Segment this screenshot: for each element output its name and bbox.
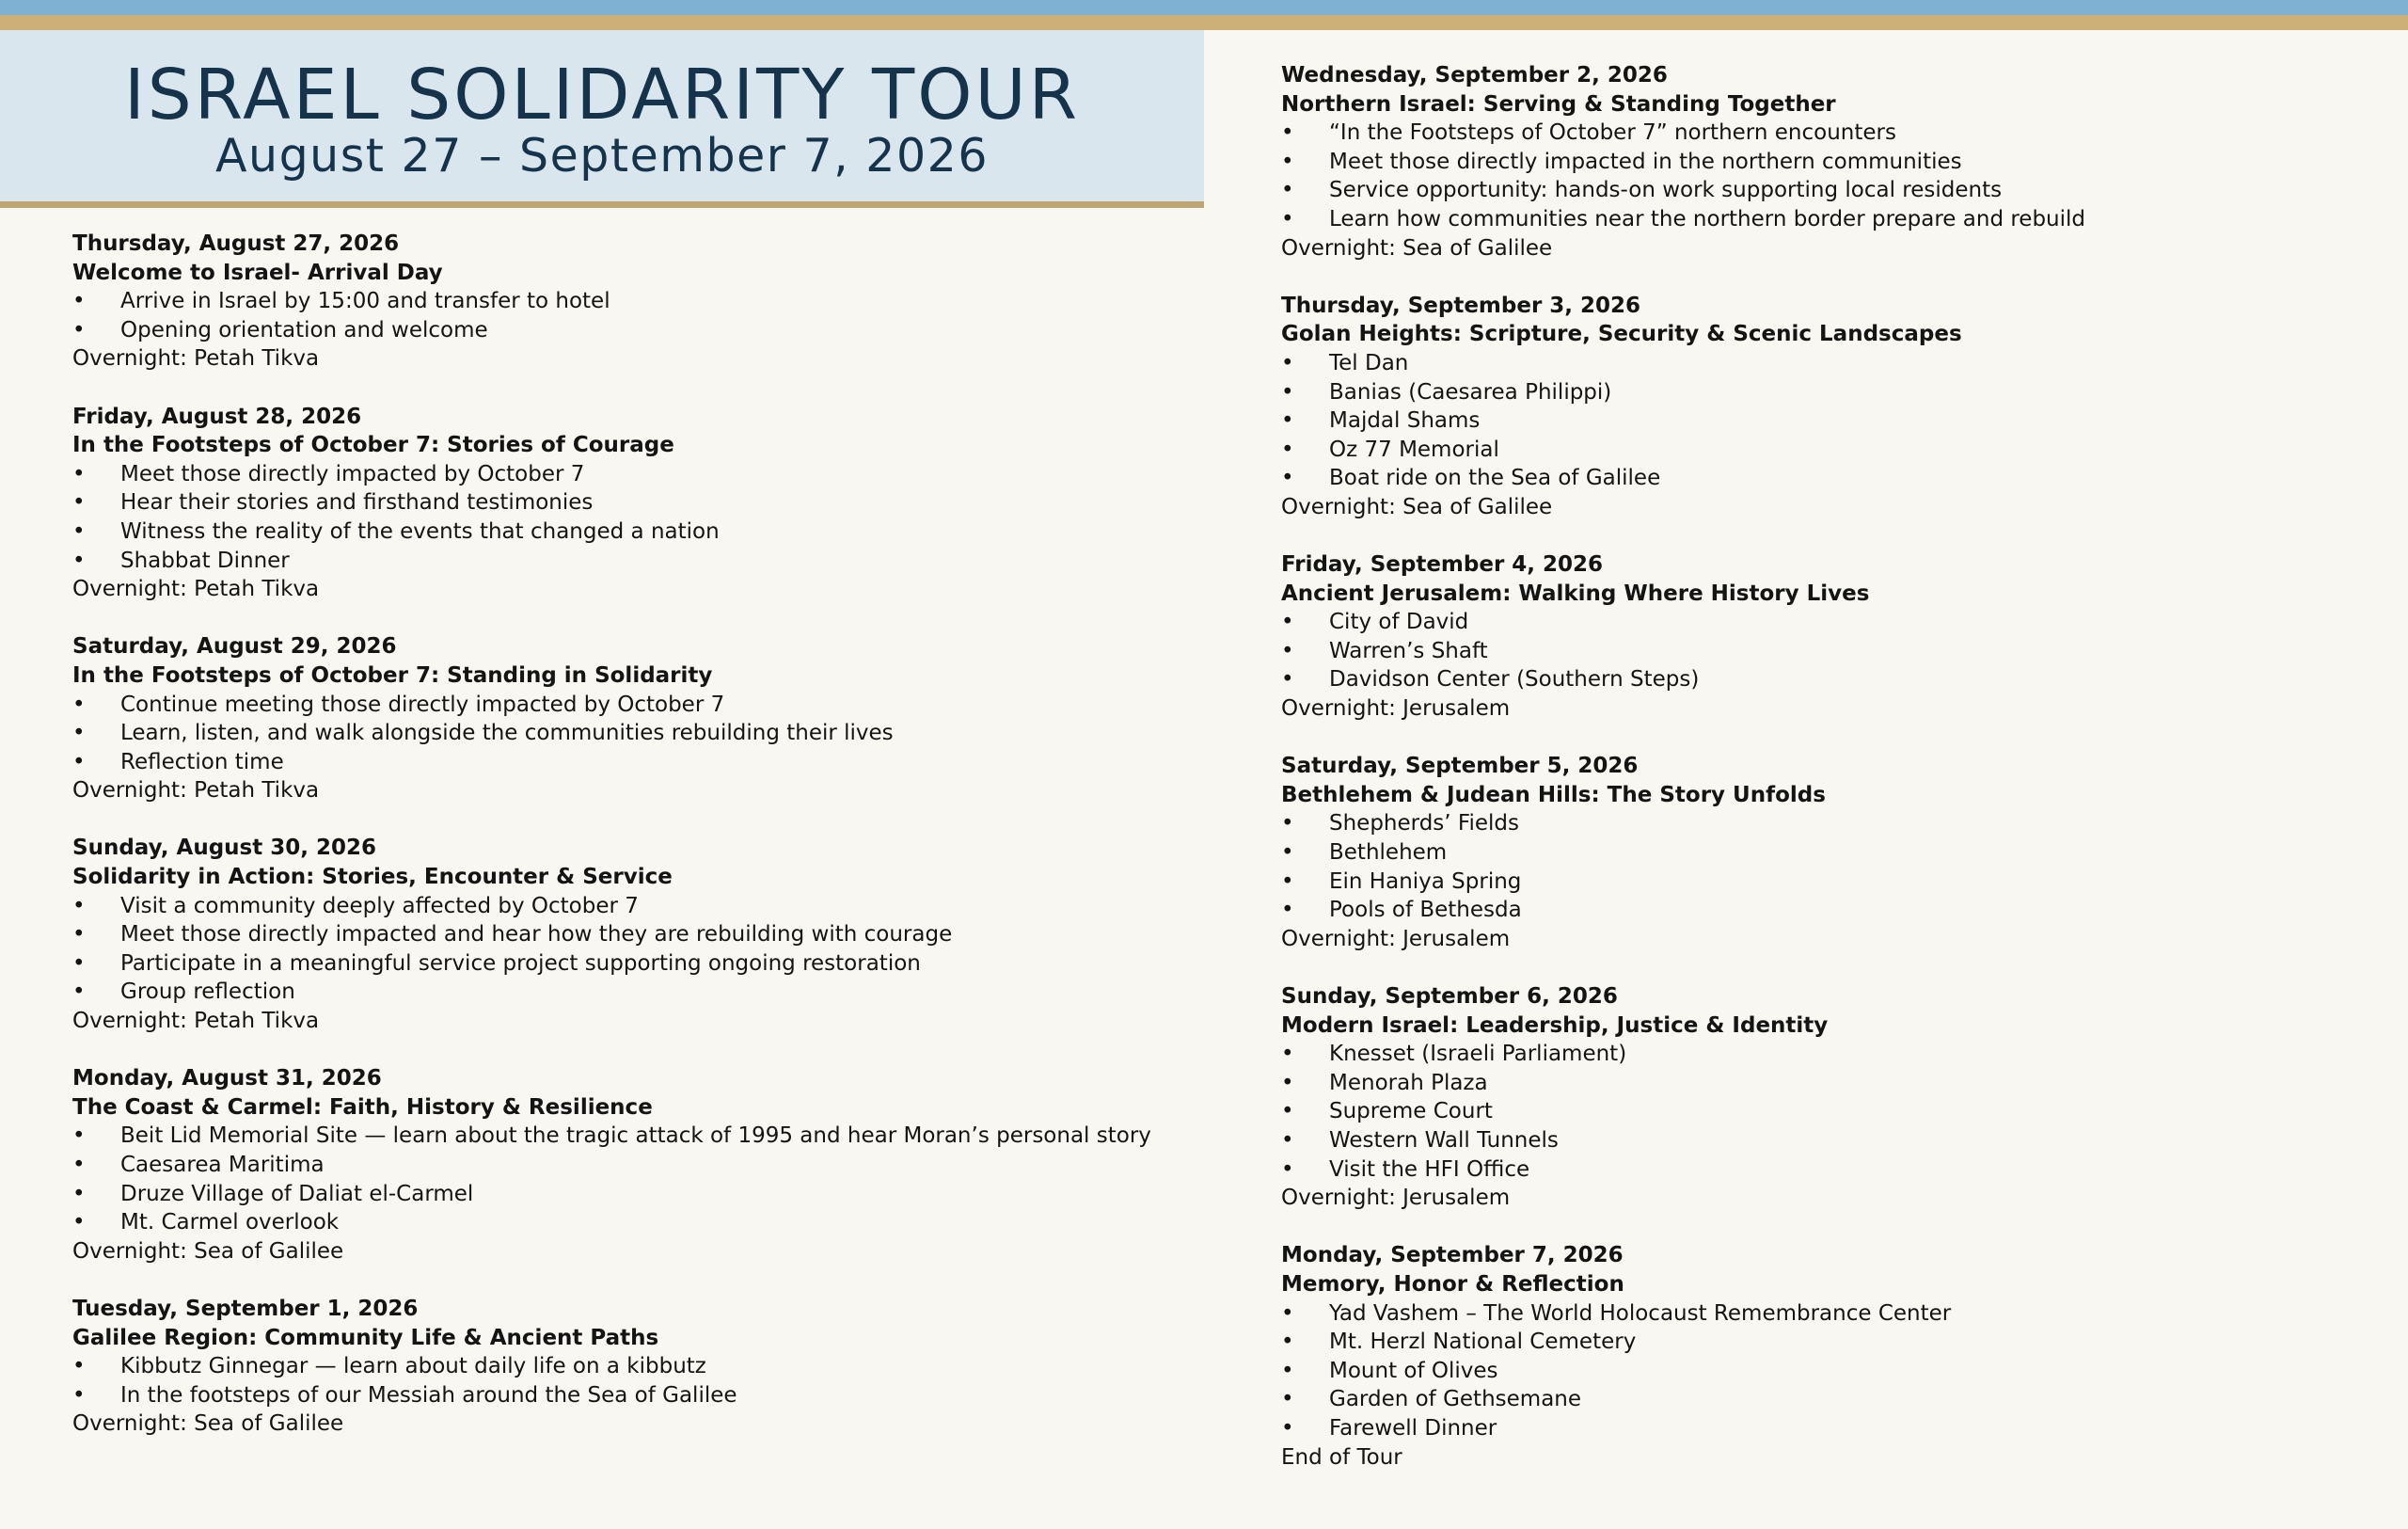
activity-item: • Majdal Shams: [1281, 406, 2408, 436]
activity-item: • Meet those directly impacted and hear how they are rebuilding with courage: [72, 920, 1248, 949]
itinerary-column-left: [72, 230, 1248, 1439]
day-title: Modern Israel: Leadership, Justice & Identity: [1281, 1012, 1829, 1038]
activity-item: • Arrive in Israel by 15:00 and transfer to hotel: [72, 287, 1248, 316]
day-block-aug-27: [72, 230, 1248, 374]
activity-item: • Ein Haniya Spring: [1281, 868, 2408, 897]
activity-list: [72, 1122, 1248, 1236]
activity-item: • Supreme Court: [1281, 1097, 2408, 1126]
day-block-sep-3: [1281, 292, 2408, 522]
activity-item: • “In the Footsteps of October 7” northern encounters: [1281, 119, 2408, 148]
overnight-location: Overnight: Petah Tikva: [72, 1009, 320, 1034]
activity-item: • Boat ride on the Sea of Galilee: [1281, 464, 2408, 493]
end-of-tour: End of Tour: [1281, 1444, 1402, 1470]
activity-item: • Hear their stories and firsthand testimonies: [72, 488, 1248, 518]
activity-item: • Meet those directly impacted by October 7: [72, 460, 1248, 489]
activity-item: • Mt. Herzl National Cemetery: [1281, 1328, 2408, 1357]
day-date: Friday, August 28, 2026: [72, 404, 362, 429]
day-date: Sunday, September 6, 2026: [1281, 984, 1618, 1009]
activity-item: • Mt. Carmel overlook: [72, 1208, 1248, 1237]
day-title: Galilee Region: Community Life & Ancient Paths: [72, 1325, 659, 1350]
activity-list: [1281, 1299, 2408, 1443]
activity-list: [72, 892, 1248, 1007]
activity-item: • Tel Dan: [1281, 349, 2408, 378]
activity-item: • Knesset (Israeli Parliament): [1281, 1040, 2408, 1069]
activity-item: • Visit a community deeply affected by October 7: [72, 892, 1248, 921]
activity-item: • City of David: [1281, 608, 2408, 637]
day-date: Thursday, September 3, 2026: [1281, 293, 1641, 318]
activity-item: • Mount of Olives: [1281, 1357, 2408, 1386]
day-title: Solidarity in Action: Stories, Encounter & Service: [72, 865, 673, 890]
day-block-sep-6: [1281, 982, 2408, 1213]
day-date: Sunday, August 30, 2026: [72, 836, 377, 861]
page-title: ISRAEL SOLIDARITY TOUR: [123, 55, 1081, 135]
activity-item: • Meet those directly impacted in the northern communities: [1281, 148, 2408, 177]
activity-item: • Farewell Dinner: [1281, 1414, 2408, 1443]
title-banner: [0, 30, 1204, 208]
activity-item: • Learn how communities near the northern border prepare and rebuild: [1281, 205, 2408, 234]
overnight-location: Overnight: Jerusalem: [1281, 926, 1511, 951]
overnight-location: Overnight: Sea of Galilee: [72, 1411, 344, 1437]
day-block-sep-7: [1281, 1241, 2408, 1472]
activity-item: • Druze Village of Daliat el-Carmel: [72, 1180, 1248, 1209]
activity-item: • Service opportunity: hands-on work supporting local residents: [1281, 176, 2408, 205]
day-title: Northern Israel: Serving & Standing Together: [1281, 91, 1836, 117]
activity-item: • Oz 77 Memorial: [1281, 436, 2408, 465]
day-block-sep-4: [1281, 550, 2408, 724]
activity-list: [1281, 608, 2408, 694]
activity-item: • Warren’s Shaft: [1281, 637, 2408, 666]
activity-item: • Shepherds’ Fields: [1281, 809, 2408, 838]
day-title: Ancient Jerusalem: Walking Where History Lives: [1281, 581, 1870, 606]
day-date: Thursday, August 27, 2026: [72, 231, 400, 256]
activity-item: • Beit Lid Memorial Site — learn about the tragic attack of 1995 and hear Moran’s personal story: [72, 1122, 1248, 1151]
day-title: Memory, Honor & Reflection: [1281, 1271, 1624, 1297]
activity-item: • Continue meeting those directly impacted by October 7: [72, 691, 1248, 720]
activity-item: • Reflection time: [72, 748, 1248, 777]
activity-list: [72, 1352, 1248, 1410]
activity-item: • Visit the HFI Office: [1281, 1155, 2408, 1185]
day-date: Saturday, September 5, 2026: [1281, 754, 1639, 779]
day-title: In the Footsteps of October 7: Stories of Courage: [72, 433, 674, 458]
activity-list: [72, 691, 1248, 777]
day-title: Bethlehem & Judean Hills: The Story Unfolds: [1281, 782, 1826, 807]
activity-item: • Opening orientation and welcome: [72, 316, 1248, 345]
activity-list: [1281, 809, 2408, 924]
overnight-location: Overnight: Sea of Galilee: [1281, 235, 1553, 261]
activity-item: • Learn, listen, and walk alongside the communities rebuilding their lives: [72, 719, 1248, 748]
activity-item: • Caesarea Maritima: [72, 1151, 1248, 1180]
top-accent-bar-gold: [0, 15, 2408, 30]
activity-list: [72, 460, 1248, 575]
tour-dates: August 27 – September 7, 2026: [215, 129, 989, 183]
overnight-location: Overnight: Sea of Galilee: [72, 1238, 344, 1264]
overnight-location: Overnight: Sea of Galilee: [1281, 494, 1553, 519]
top-accent-bar-blue: [0, 0, 2408, 15]
activity-list: [1281, 349, 2408, 493]
activity-list: [72, 287, 1248, 344]
day-date: Wednesday, September 2, 2026: [1281, 63, 1668, 88]
day-date: Friday, September 4, 2026: [1281, 552, 1604, 578]
activity-item: • In the footsteps of our Messiah around the Sea of Galilee: [72, 1381, 1248, 1410]
day-block-aug-31: [72, 1064, 1248, 1266]
activity-item: • Pools of Bethesda: [1281, 896, 2408, 925]
day-block-sep-2: [1281, 61, 2408, 263]
day-date: Monday, August 31, 2026: [72, 1066, 382, 1091]
day-block-sep-1: [72, 1295, 1248, 1439]
activity-item: • Bethlehem: [1281, 838, 2408, 868]
activity-item: • Banias (Caesarea Philippi): [1281, 378, 2408, 407]
itinerary-column-right: [1281, 61, 2408, 1472]
day-block-sep-5: [1281, 752, 2408, 953]
activity-item: • Kibbutz Ginnegar — learn about daily life on a kibbutz: [72, 1352, 1248, 1381]
overnight-location: Overnight: Petah Tikva: [72, 778, 320, 804]
overnight-location: Overnight: Jerusalem: [1281, 696, 1511, 722]
day-date: Monday, September 7, 2026: [1281, 1243, 1624, 1268]
activity-item: • Shabbat Dinner: [72, 547, 1248, 576]
day-block-aug-28: [72, 403, 1248, 604]
overnight-location: Overnight: Petah Tikva: [72, 346, 320, 372]
activity-item: • Garden of Gethsemane: [1281, 1385, 2408, 1414]
day-date: Tuesday, September 1, 2026: [72, 1296, 419, 1321]
activity-list: [1281, 119, 2408, 233]
day-title: The Coast & Carmel: Faith, History & Resilience: [72, 1094, 653, 1120]
activity-item: • Davidson Center (Southern Steps): [1281, 665, 2408, 694]
activity-list: [1281, 1040, 2408, 1184]
day-title: In the Footsteps of October 7: Standing in Solidarity: [72, 662, 713, 688]
overnight-location: Overnight: Jerusalem: [1281, 1186, 1511, 1211]
day-block-aug-29: [72, 632, 1248, 805]
activity-item: • Group reflection: [72, 978, 1248, 1007]
activity-item: • Participate in a meaningful service project supporting ongoing restoration: [72, 949, 1248, 979]
day-title: Welcome to Israel- Arrival Day: [72, 260, 443, 285]
day-title: Golan Heights: Scripture, Security & Scenic Landscapes: [1281, 322, 1962, 347]
activity-item: • Menorah Plaza: [1281, 1069, 2408, 1098]
activity-item: • Western Wall Tunnels: [1281, 1126, 2408, 1155]
day-block-aug-30: [72, 834, 1248, 1035]
overnight-location: Overnight: Petah Tikva: [72, 577, 320, 602]
activity-item: • Witness the reality of the events that changed a nation: [72, 518, 1248, 547]
day-date: Saturday, August 29, 2026: [72, 634, 397, 660]
activity-item: • Yad Vashem – The World Holocaust Remembrance Center: [1281, 1299, 2408, 1329]
